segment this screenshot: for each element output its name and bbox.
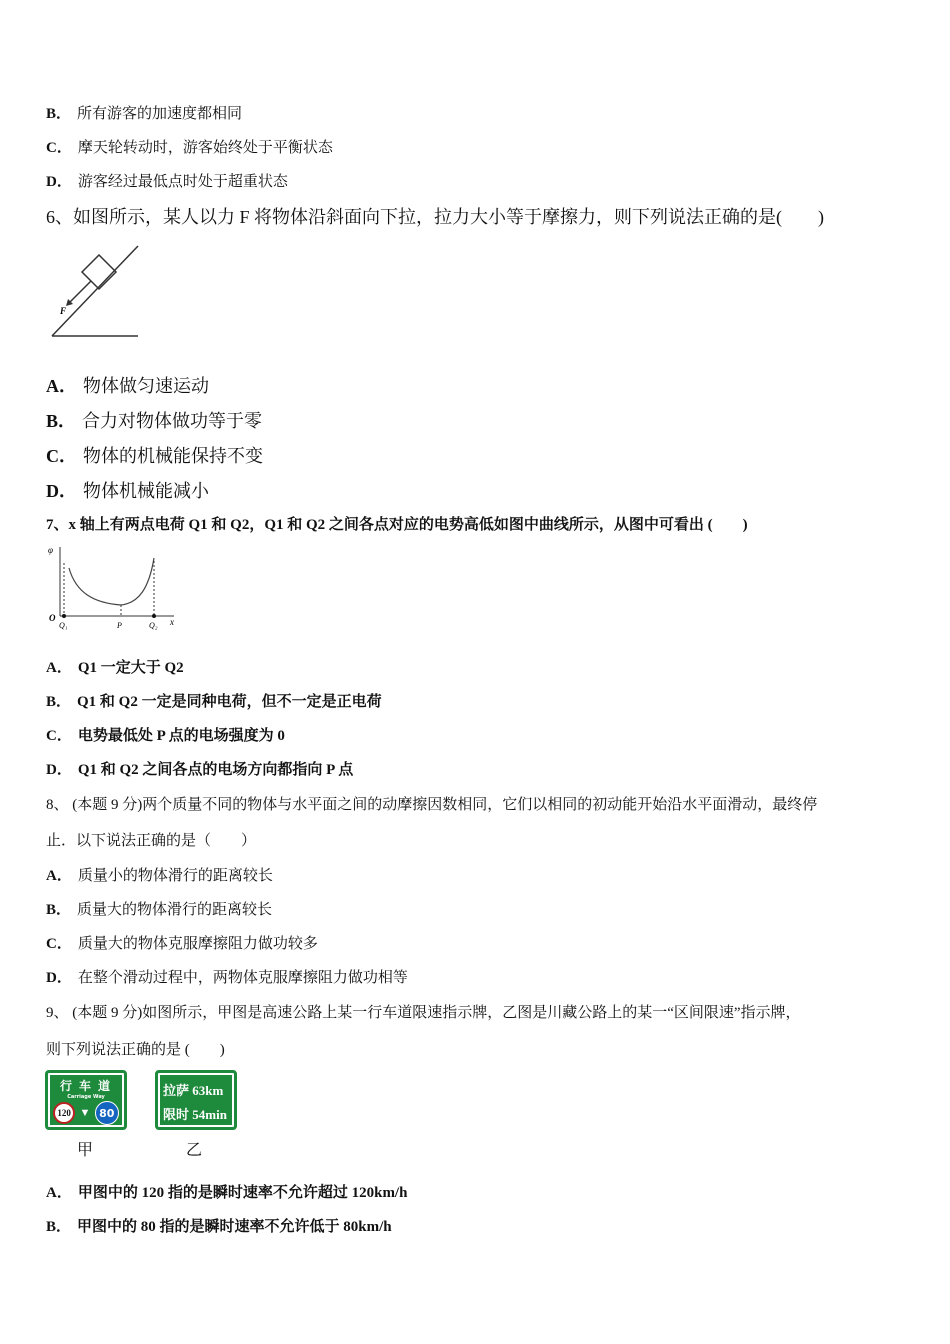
option-text: 物体机械能减小: [83, 481, 209, 501]
q2-label: Q₂: [149, 621, 158, 630]
option-label: D．: [46, 762, 72, 778]
option-text: 质量大的物体滑行的距离较长: [77, 902, 273, 918]
sign-destination: 拉萨 63km: [163, 1083, 224, 1098]
option-label: C．: [46, 140, 72, 156]
option-text: 甲图中的 80 指的是瞬时速率不允许低于 80km/h: [77, 1219, 392, 1235]
option-label: C．: [46, 728, 72, 744]
max-speed-badge: 120: [53, 1102, 75, 1124]
q9-stem-line2: 则下列说法正确的是 ( ): [46, 1042, 225, 1058]
option-text: 甲图中的 120 指的是瞬时速率不允许超过 120km/h: [77, 1185, 408, 1201]
lane-speed-sign: [45, 1070, 127, 1130]
sign1-caption: 甲: [77, 1142, 94, 1159]
q8-stem-line1: 8、 (本题 9 分)两个质量不同的物体与水平面之间的动摩擦因数相同，它们以相同的初动能开始沿水平面滑动，最终停: [46, 797, 818, 813]
option-label: A．: [46, 376, 77, 396]
q9-option-a: [46, 1181, 407, 1202]
option-text: Q1 和 Q2 一定是同种电荷，但不一定是正电荷: [77, 694, 382, 710]
option-label: A．: [46, 660, 72, 676]
option-label: D．: [46, 481, 77, 501]
q1-label: Q₁: [59, 621, 68, 630]
q9-option-b: [46, 1215, 392, 1236]
q7-option-d: [46, 758, 353, 779]
min-speed-badge: 80: [95, 1101, 119, 1125]
interval-speed-sign: [155, 1070, 237, 1130]
potential-graph: [44, 543, 184, 633]
option-text: 物体的机械能保持不变: [83, 446, 263, 466]
q7-option-c: [46, 724, 285, 745]
q7-stem: 7、x 轴上有两点电荷 Q1 和 Q2，Q1 和 Q2 之间各点对应的电势高低如图中曲线所示，从图中可看出 ( ): [46, 517, 748, 533]
origin-label: O: [49, 613, 56, 623]
option-label: B．: [46, 694, 72, 710]
q6-stem: 6、如图所示，某人以力 F 将物体沿斜面向下拉，拉力大小等于摩擦力，则下列说法正确的是( ): [46, 207, 824, 227]
q8-option-d: [46, 966, 408, 987]
option-text: 游客经过最低点时处于超重状态: [77, 174, 288, 190]
down-arrow-icon: ▼: [79, 1107, 91, 1119]
q8-option-b: [46, 898, 272, 919]
p-label: P: [117, 621, 122, 630]
q5-option-c: [46, 136, 333, 157]
q8-stem-line2: 止．以下说法正确的是（ ）: [46, 833, 257, 849]
q6-option-c: [46, 442, 263, 468]
q7-option-a: [46, 656, 184, 677]
q5-option-b: [46, 102, 242, 123]
option-text: 质量小的物体滑行的距离较长: [77, 868, 273, 884]
incline-figure: [46, 242, 146, 342]
x-axis-label: x: [170, 617, 174, 627]
option-text: 在整个滑动过程中，两物体克服摩擦阻力做功相等: [77, 970, 408, 986]
q9-stem-line1: 9、 (本题 9 分)如图所示，甲图是高速公路上某一行车道限速指示牌，乙图是川藏公路上的某一“区间限速”指示牌，: [46, 1005, 801, 1021]
sign2-caption: 乙: [186, 1142, 203, 1159]
sign-title: 行 车 道: [59, 1079, 112, 1093]
option-label: B．: [46, 902, 72, 918]
q8-option-c: [46, 932, 318, 953]
option-text: 合力对物体做功等于零: [82, 411, 263, 431]
option-label: A．: [46, 1185, 72, 1201]
option-text: 质量大的物体克服摩擦阻力做功较多: [77, 936, 318, 952]
q7-option-b: [46, 690, 382, 711]
q8-option-a: [46, 864, 273, 885]
option-label: C．: [46, 936, 72, 952]
q6-option-a: [46, 372, 209, 398]
q5-option-d: [46, 170, 288, 191]
option-label: C．: [46, 446, 77, 466]
y-axis-label: φ: [48, 545, 53, 555]
option-text: 电势最低处 P 点的电场强度为 0: [77, 728, 285, 744]
option-label: B．: [46, 411, 77, 431]
force-label: F: [60, 306, 67, 316]
option-label: B．: [46, 1219, 72, 1235]
option-text: 所有游客的加速度都相同: [77, 106, 243, 122]
option-text: Q1 一定大于 Q2: [77, 660, 184, 676]
option-label: D．: [46, 174, 72, 190]
option-text: 摩天轮转动时，游客始终处于平衡状态: [77, 140, 333, 156]
sign-subtitle: Carriage Way: [67, 1094, 105, 1100]
option-text: 物体做匀速运动: [83, 376, 209, 396]
option-label: D．: [46, 970, 72, 986]
option-label: B．: [46, 106, 72, 122]
q6-option-d: [46, 477, 209, 503]
option-label: A．: [46, 868, 72, 884]
sign-time-limit: 限时 54min: [163, 1107, 227, 1122]
option-text: Q1 和 Q2 之间各点的电场方向都指向 P 点: [77, 762, 354, 778]
q6-option-b: [46, 407, 262, 433]
